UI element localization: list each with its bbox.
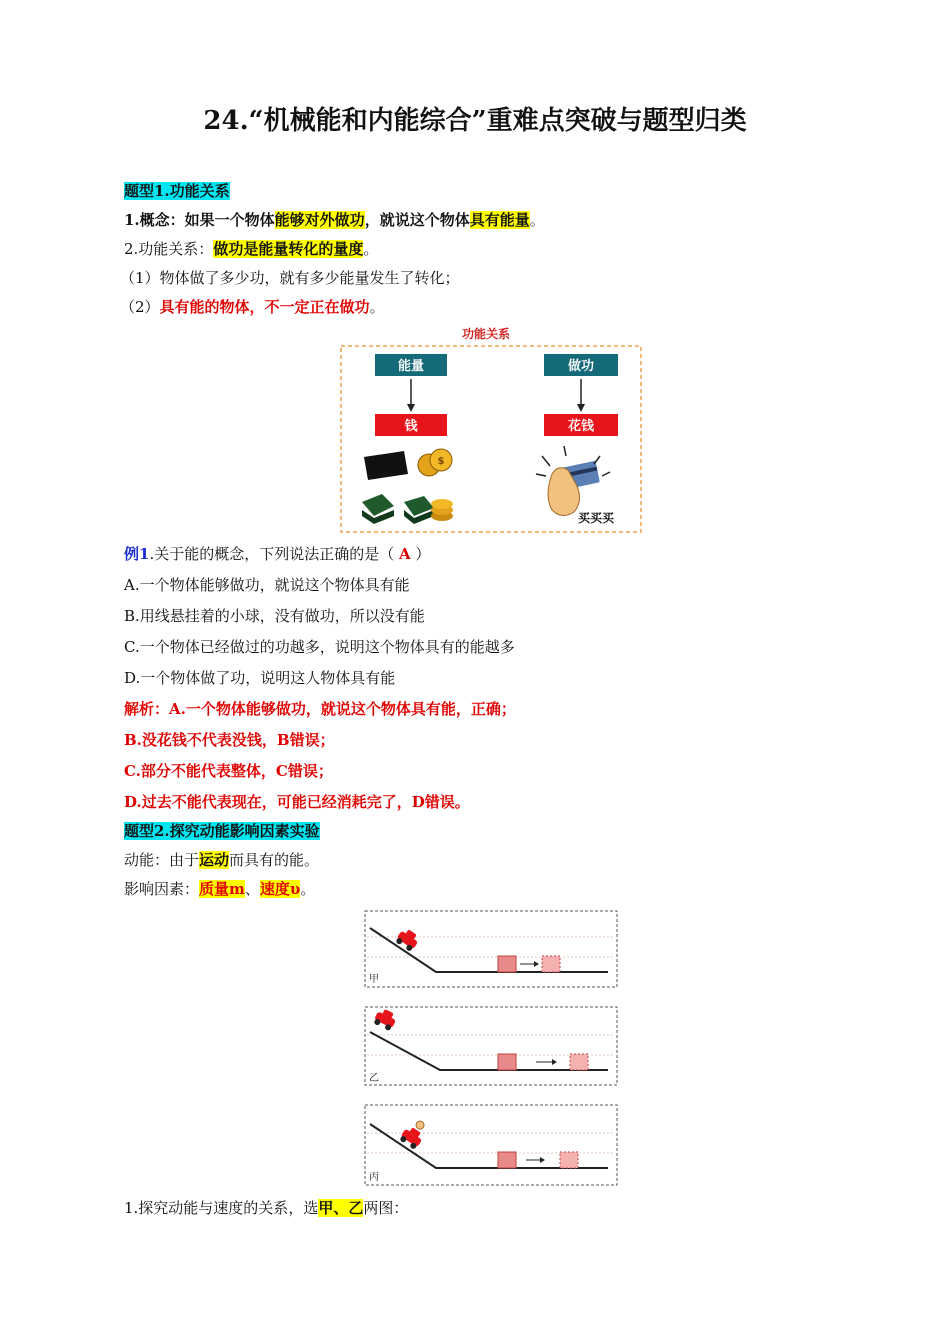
definition-prefix: 动能：由于 [124,851,200,869]
concept-mid: ，就说这个物体 [364,211,470,229]
hand-card-icon [536,446,610,516]
point-2-red: 具有能的物体，不一定正在做功 [159,298,370,316]
option-a: A.一个物体能够做功，就说这个物体具有能 [124,576,410,594]
page-title: 24.“机械能和内能综合”重难点突破与题型归类 [203,106,747,136]
panel-bing-block [498,1152,516,1168]
definition-highlight: 运动 [199,851,230,869]
analysis-line-1: 解析：A.一个物体能够做功，就说这个物体具有能，正确； [124,700,516,718]
kinetic-experiment-figure [362,908,622,1190]
money-box-label: 钱 [404,419,418,434]
concept-line [124,209,545,231]
factor-speed: 速度υ [259,880,301,898]
panel-yi-block [498,1054,516,1070]
section2-heading-text: 题型2.探究动能影响因素实验 [124,822,320,840]
panel-yi-label: 乙 [369,1073,379,1084]
analysis-line-3: C.部分不能代表整体，C错误； [124,762,333,780]
point-2-prefix: （2） [120,298,160,316]
definition-end: 而具有的能。 [229,851,320,869]
left-arrow-head [407,404,415,412]
example1-stem-text: .关于能的概念，下列说法正确的是（ [149,545,395,563]
question-1-prefix: 1.探究动能与速度的关系，选 [124,1199,319,1217]
section2-heading [124,820,320,842]
coins-icon [418,449,452,476]
example1-answer: A [399,545,411,563]
panel-jia [365,911,617,987]
spend-money-box-label: 花钱 [567,419,595,434]
factors-end: 。 [300,880,316,898]
point-2-end: 。 [369,298,385,316]
factor-mass: 质量m [199,880,245,898]
concept-label: 1.概念：如果一个物体 [124,211,275,229]
wallet-icon [364,451,408,480]
analysis-line-2: B.没花钱不代表没钱，B错误； [124,731,335,749]
svg-text:$: $ [437,456,445,467]
option-d: D.一个物体做了功，说明这人物体具有能 [124,669,396,687]
energy-box-label: 能量 [397,359,425,374]
relation-label: 2.功能关系： [124,240,214,258]
energy-work-diagram [338,324,644,536]
panel-yi-border [365,1007,617,1085]
buy-stamp-text: 买买买 [577,511,615,525]
question-1-end: 两图： [363,1199,409,1217]
panel-jia-car-icon [394,926,421,952]
right-arrow-head [577,404,585,412]
point-1: （1）物体做了多少功，就有多少能量发生了转化； [120,269,460,287]
panel-yi-block-moved [570,1054,588,1070]
work-box-label: 做功 [567,359,595,374]
panel-yi [365,1007,617,1085]
panel-bing-block-moved [560,1152,578,1168]
relation-end: 。 [363,240,379,258]
money-stack-icon [362,494,434,524]
option-c: C.一个物体已经做过的功越多，说明这个物体具有的能越多 [124,638,515,656]
example1-stem [124,543,430,565]
relation-line [124,238,378,260]
question-1-highlight: 甲、乙 [318,1199,364,1217]
section1-heading [124,180,230,202]
factors-prefix: 影响因素： [124,880,200,898]
diagram-caption: 功能关系 [461,327,511,341]
panel-jia-label: 甲 [369,974,379,985]
concept-highlight-2: 具有能量 [469,211,530,229]
factor-separator: 、 [244,880,260,898]
example1-stem-end: ） [415,545,431,563]
relation-highlight: 做功是能量转化的量度 [213,240,364,258]
option-b: B.用线悬挂着的小球，没有做功，所以没有能 [124,607,425,625]
point-2 [120,296,385,318]
panel-yi-car-icon [372,1007,398,1032]
analysis-line-4: D.过去不能代表现在，可能已经消耗完了，D错误。 [124,793,470,811]
panel-jia-block-moved [542,956,560,972]
example1-label: 例1 [124,545,150,563]
kinetic-definition [124,849,319,871]
panel-bing [365,1105,617,1185]
concept-highlight-1: 能够对外做功 [274,211,365,229]
section1-heading-text: 题型1.功能关系 [124,182,230,200]
gold-coins-icon [431,499,453,521]
concept-end: 。 [529,211,545,229]
influence-factors [124,878,315,900]
question-1 [124,1197,408,1219]
panel-jia-block [498,956,516,972]
panel-bing-label: 丙 [369,1172,379,1183]
